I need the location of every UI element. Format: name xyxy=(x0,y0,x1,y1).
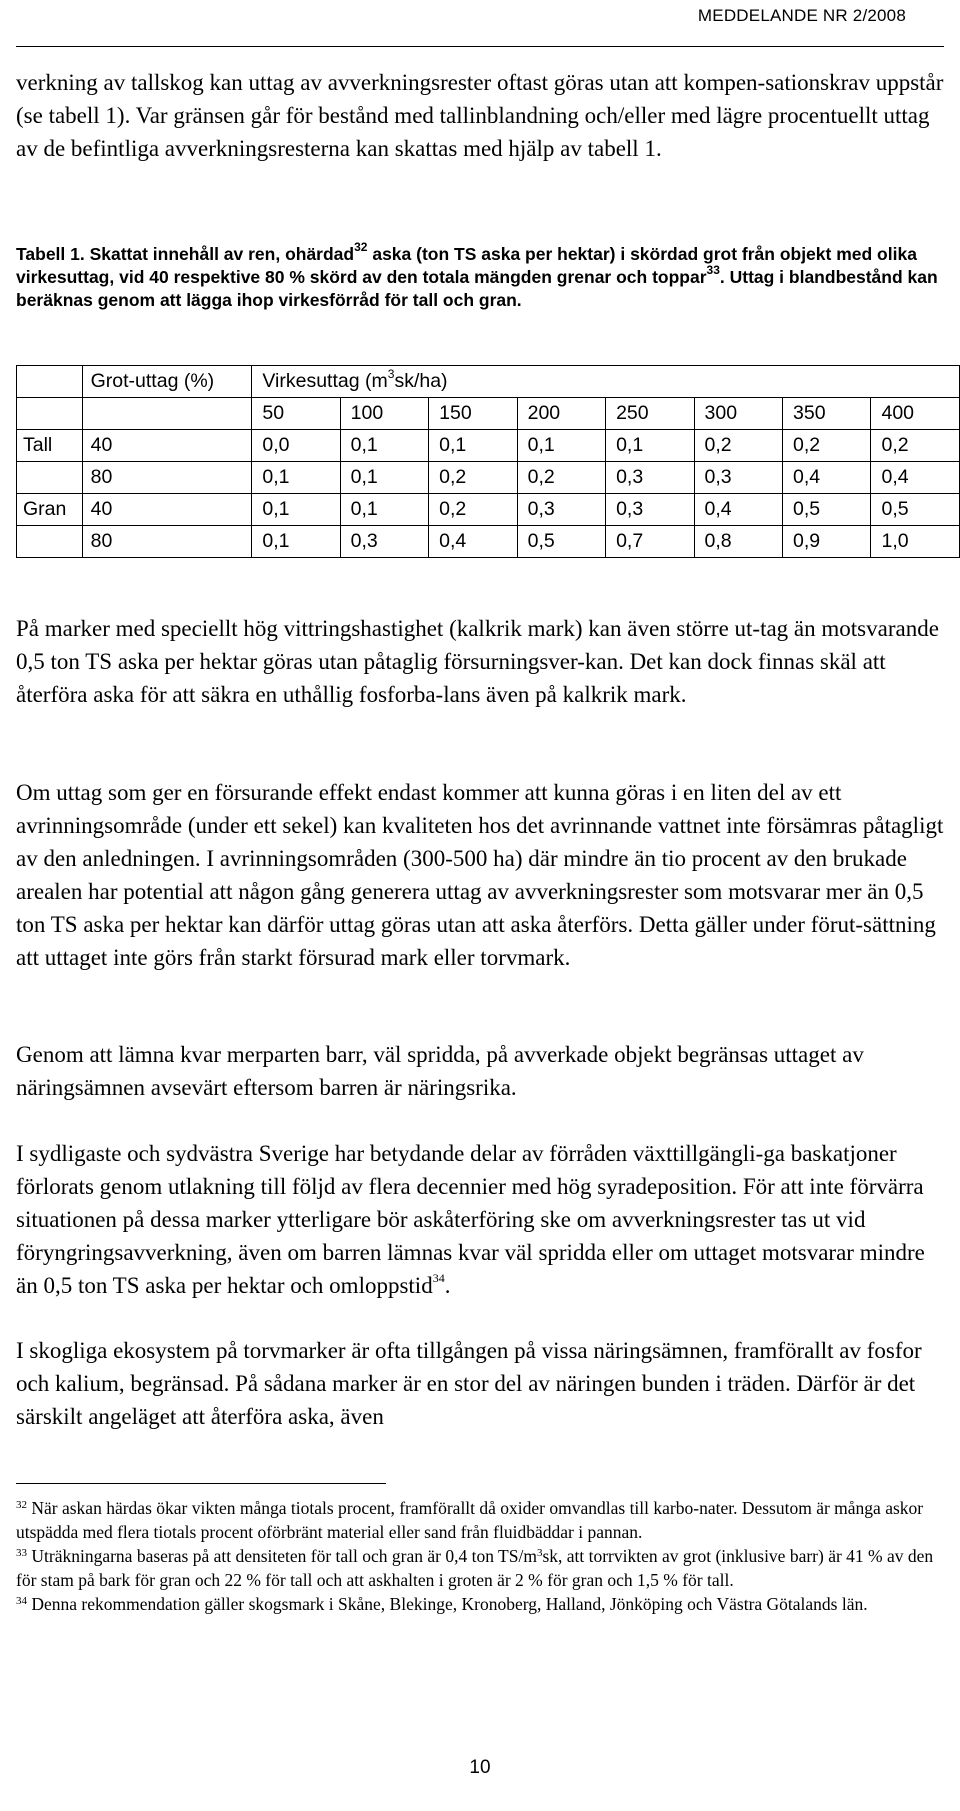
footnote-32 xyxy=(16,1496,944,1544)
intro-paragraph: verkning av tallskog kan uttag av avverkningsrester oftast göras utan att kompen-sationskrav uppstår (se tabell 1). Var gränsen går för bestånd med tallinblandning och/eller med lägre procentuellt uttag av de befintliga avverkningsresterna kan skattas med hjälp av tabell 1. xyxy=(16,70,944,161)
species-cell: Gran xyxy=(17,494,83,526)
table-caption xyxy=(16,240,944,312)
ash-value-cell: 0,1 xyxy=(340,462,428,494)
ash-value-cell: 0,4 xyxy=(429,526,517,558)
virkesuttag-header-pre: Virkesuttag (m xyxy=(262,370,388,392)
ash-value-cell: 0,4 xyxy=(871,462,960,494)
caption-text-3: . Uttag i blandbestånd kan beräknas genom att lägga ihop virkesförråd för tall och gran. xyxy=(16,267,938,310)
species-cell xyxy=(17,526,83,558)
paragraph-torvmark: I skogliga ekosystem på torvmarker är ofta tillgången på vissa näringsämnen, framförallt av fosfor och kalium, begränsad. På sådana marker är en stor del av näringen bunden i träden. Därför är det särskilt angeläget att återföra aska, även xyxy=(16,1338,922,1429)
ash-value-cell: 0,1 xyxy=(606,430,694,462)
volume-header-cell: 150 xyxy=(429,398,517,430)
header-rule xyxy=(16,46,944,47)
ash-value-cell: 0,3 xyxy=(606,462,694,494)
footnote-32-text: När askan härdas ökar vikten många tiotals procent, framförallt då oxider omvandlas till karbo-nater. Dessutom är många askor utspädda med flera tiotals procent oförbränt material eller sand från fluidbäddar i pannan. xyxy=(16,1498,924,1542)
ash-value-cell: 0,3 xyxy=(340,526,428,558)
table-row xyxy=(17,526,960,558)
ash-value-cell: 0,1 xyxy=(517,430,605,462)
footnote-34-text: Denna rekommendation gäller skogsmark i Skåne, Blekinge, Kronoberg, Halland, Jönköping och Västra Götalands län. xyxy=(27,1594,868,1614)
ash-value-cell: 0,2 xyxy=(429,462,517,494)
volume-header-cell: 250 xyxy=(606,398,694,430)
footnote-34 xyxy=(16,1592,944,1616)
running-header: MEDDELANDE NR 2/2008 xyxy=(697,6,906,25)
footnote-33-mark: 33 xyxy=(16,1547,27,1559)
ash-value-cell: 0,2 xyxy=(517,462,605,494)
paragraph-sydsverige xyxy=(16,1137,944,1302)
footnote-ref-33: 33 xyxy=(706,263,720,278)
caption-text-1: Tabell 1. Skattat innehåll av ren, ohärdad xyxy=(16,244,355,264)
ash-content-table xyxy=(16,365,960,558)
ash-value-cell: 0,4 xyxy=(783,462,871,494)
footnote-ref-32: 32 xyxy=(354,240,368,255)
footnote-33-text-pre: Uträkningarna baseras på att densiteten för tall och gran är 0,4 ton TS/m xyxy=(27,1546,537,1566)
ash-value-cell: 0,8 xyxy=(694,526,782,558)
footnotes xyxy=(16,1496,944,1616)
page-number: 10 xyxy=(469,1757,491,1778)
ash-value-cell: 0,1 xyxy=(252,494,340,526)
virkesuttag-header-post: sk/ha) xyxy=(394,370,448,392)
grot-cell: 80 xyxy=(82,462,252,494)
ash-value-cell: 0,2 xyxy=(871,430,960,462)
volume-header-cell: 400 xyxy=(871,398,960,430)
ash-value-cell: 0,2 xyxy=(694,430,782,462)
ash-value-cell: 0,9 xyxy=(783,526,871,558)
table-row xyxy=(17,494,960,526)
table-row xyxy=(17,430,960,462)
footnote-32-mark: 32 xyxy=(16,1499,27,1511)
volume-header-row xyxy=(17,398,960,430)
ash-value-cell: 0,5 xyxy=(517,526,605,558)
footnote-rule xyxy=(16,1483,386,1484)
footnote-34-mark: 34 xyxy=(16,1595,27,1607)
species-cell xyxy=(17,462,83,494)
volume-header-cell: 100 xyxy=(340,398,428,430)
ash-value-cell: 0,2 xyxy=(783,430,871,462)
header-blank-cell xyxy=(17,398,83,430)
grot-cell: 40 xyxy=(82,430,252,462)
paragraph-avrinning: Om uttag som ger en försurande effekt endast kommer att kunna göras i en liten del av ett avrinningsområde (under ett sekel) kan kvaliteten hos det avrinnande vattnet inte försämras påtagligt av den anledningen. I avrinningsområden (300-500 ha) där mindre än tio procent av den brukade arealen har potential att någon gång generera uttag av avverkningsrester som motsvarar mer än 0,5 ton TS aska per hektar kan därför uttag göras utan att aska återförs. Detta gäller under förut-sättning att uttaget inte görs från starkt försurad mark eller torvmark. xyxy=(16,780,944,970)
grot-cell: 40 xyxy=(82,494,252,526)
grot-cell: 80 xyxy=(82,526,252,558)
volume-header-cell: 50 xyxy=(252,398,340,430)
cubic-superscript: 3 xyxy=(387,366,395,381)
table-header-row xyxy=(17,366,960,398)
footnote-ref-34: 34 xyxy=(432,1271,445,1286)
footnote-33-superscript: 3 xyxy=(536,1547,543,1559)
ash-value-cell: 0,1 xyxy=(340,494,428,526)
paragraph-sydsverige-text: I sydligaste och sydvästra Sverige har betydande delar av förråden växttillgängli-ga baskatjoner förlorats genom utlakning till följd av flera decennier med hög syradeposition. För att inte förvärra situationen på dessa marker ytterligare bör askåterföring ske om avverkningsrester tas ut vid föryngringsavverkning, även om barren lämnas kvar väl spridda eller om uttaget motsvarar mindre än 0,5 ton TS aska per hektar och omloppstid xyxy=(16,1141,925,1298)
ash-value-cell: 0,3 xyxy=(694,462,782,494)
ash-value-cell: 0,0 xyxy=(252,430,340,462)
ash-value-cell: 0,2 xyxy=(429,494,517,526)
table-row xyxy=(17,462,960,494)
volume-header-cell: 300 xyxy=(694,398,782,430)
volume-header-cell: 200 xyxy=(517,398,605,430)
ash-value-cell: 0,3 xyxy=(517,494,605,526)
ash-value-cell: 0,7 xyxy=(606,526,694,558)
ash-value-cell: 0,1 xyxy=(429,430,517,462)
ash-value-cell: 1,0 xyxy=(871,526,960,558)
ash-value-cell: 0,3 xyxy=(606,494,694,526)
volume-header-cell: 350 xyxy=(783,398,871,430)
ash-value-cell: 0,5 xyxy=(783,494,871,526)
paragraph-kalkrik: På marker med speciellt hög vittringshastighet (kalkrik mark) kan även större ut-tag än motsvarande 0,5 ton TS aska per hektar göras utan påtaglig försurningsver-kan. Det kan dock finnas skäl att återföra aska för att säkra en uthållig fosforba-lans även på kalkrik mark. xyxy=(16,616,939,707)
paragraph-barr: Genom att lämna kvar merparten barr, väl spridda, på avverkade objekt begränsas uttaget av näringsämnen avsevärt eftersom barren är näringsrika. xyxy=(16,1042,864,1100)
virkesuttag-header xyxy=(252,366,960,398)
ash-value-cell: 0,4 xyxy=(694,494,782,526)
paragraph-sydsverige-end: . xyxy=(444,1273,451,1298)
ash-value-cell: 0,1 xyxy=(252,526,340,558)
species-cell: Tall xyxy=(17,430,83,462)
caption-text-2: aska (ton TS aska per hektar) i skördad grot från objekt med olika virkesuttag, vid 40 respektive 80 % skörd av den totala mängden grenar och toppar xyxy=(16,244,917,287)
footnote-33-text-post: sk, att torrvikten av grot (inklusive barr) är 41 % av den för stam på bark för gran och 22 % för tall och att askhalten i groten är 2 % för gran och 1,5 % för tall. xyxy=(16,1546,934,1590)
footnote-33 xyxy=(16,1544,944,1592)
grot-header: Grot-uttag (%) xyxy=(82,366,252,398)
ash-value-cell: 0,5 xyxy=(871,494,960,526)
ash-value-cell: 0,1 xyxy=(340,430,428,462)
header-blank-cell xyxy=(82,398,252,430)
header-blank-cell xyxy=(17,366,83,398)
ash-value-cell: 0,1 xyxy=(252,462,340,494)
